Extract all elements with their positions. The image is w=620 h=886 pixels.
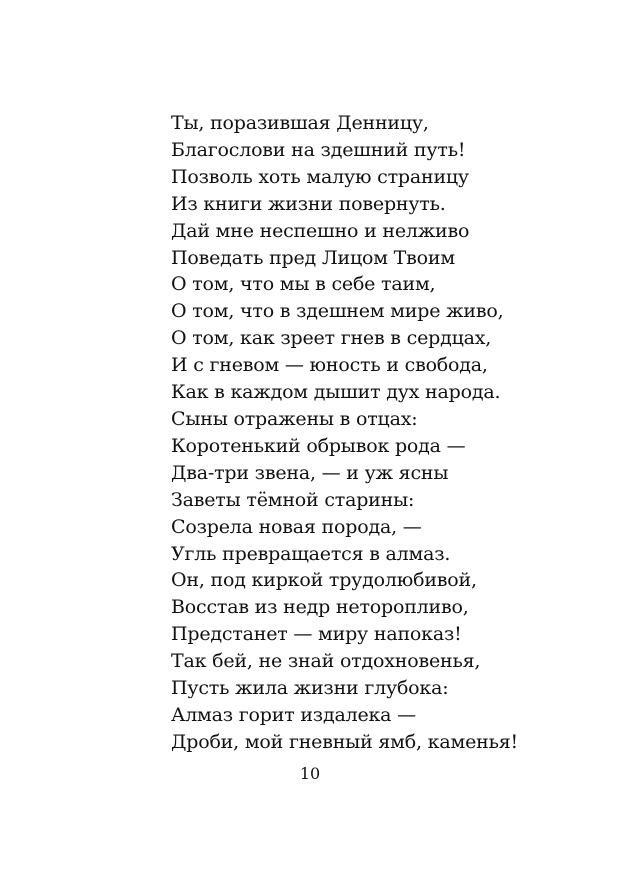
poem-line: Он, под киркой трудолюбивой, bbox=[171, 569, 477, 592]
poem-line: О том, что мы в себе таим, bbox=[171, 273, 436, 296]
poem-line: Алмаз горит издалека — bbox=[171, 703, 416, 726]
poem-line: Позволь хоть малую страницу bbox=[171, 165, 469, 188]
poem-line: Благослови на здешний путь! bbox=[171, 138, 466, 161]
poem-line: Сыны отражены в отцах: bbox=[171, 407, 418, 430]
poem-line: Дай мне неспешно и нелживо bbox=[171, 219, 470, 242]
poem-line: Из книги жизни повернуть. bbox=[171, 192, 446, 215]
poem-line: Как в каждом дышит дух народа. bbox=[171, 381, 501, 404]
poem-line: О том, как зреет гнев в сердцах, bbox=[171, 327, 492, 350]
poem-line: Поведать пред Лицом Твоим bbox=[171, 246, 455, 269]
poem-line: Созрела новая порода, — bbox=[171, 515, 422, 538]
poem-line: Так бей, не знай отдохновенья, bbox=[171, 650, 481, 673]
poem-line: Дроби, мой гневный ямб, каменья! bbox=[171, 730, 518, 753]
poem-line: Угль превращается в алмаз. bbox=[171, 542, 451, 565]
poem-line: Восстав из недр неторопливо, bbox=[171, 596, 469, 619]
poem-text bbox=[171, 110, 591, 756]
poem-line: Заветы тёмной старины: bbox=[171, 488, 415, 511]
poem-line: Коротенький обрывок рода — bbox=[171, 434, 466, 457]
poem-line: И с гневом — юность и свобода, bbox=[171, 354, 488, 377]
poem-line: Пусть жила жизни глубока: bbox=[171, 677, 449, 700]
poem-line: Ты, поразившая Денницу, bbox=[171, 112, 429, 134]
poem-line: Два-три звена, — и уж ясны bbox=[171, 461, 449, 484]
page-number: 10 bbox=[299, 764, 321, 783]
poem-line: О том, что в здешнем мире живо, bbox=[171, 300, 504, 323]
poem-line: Предстанет — миру напоказ! bbox=[171, 623, 462, 646]
